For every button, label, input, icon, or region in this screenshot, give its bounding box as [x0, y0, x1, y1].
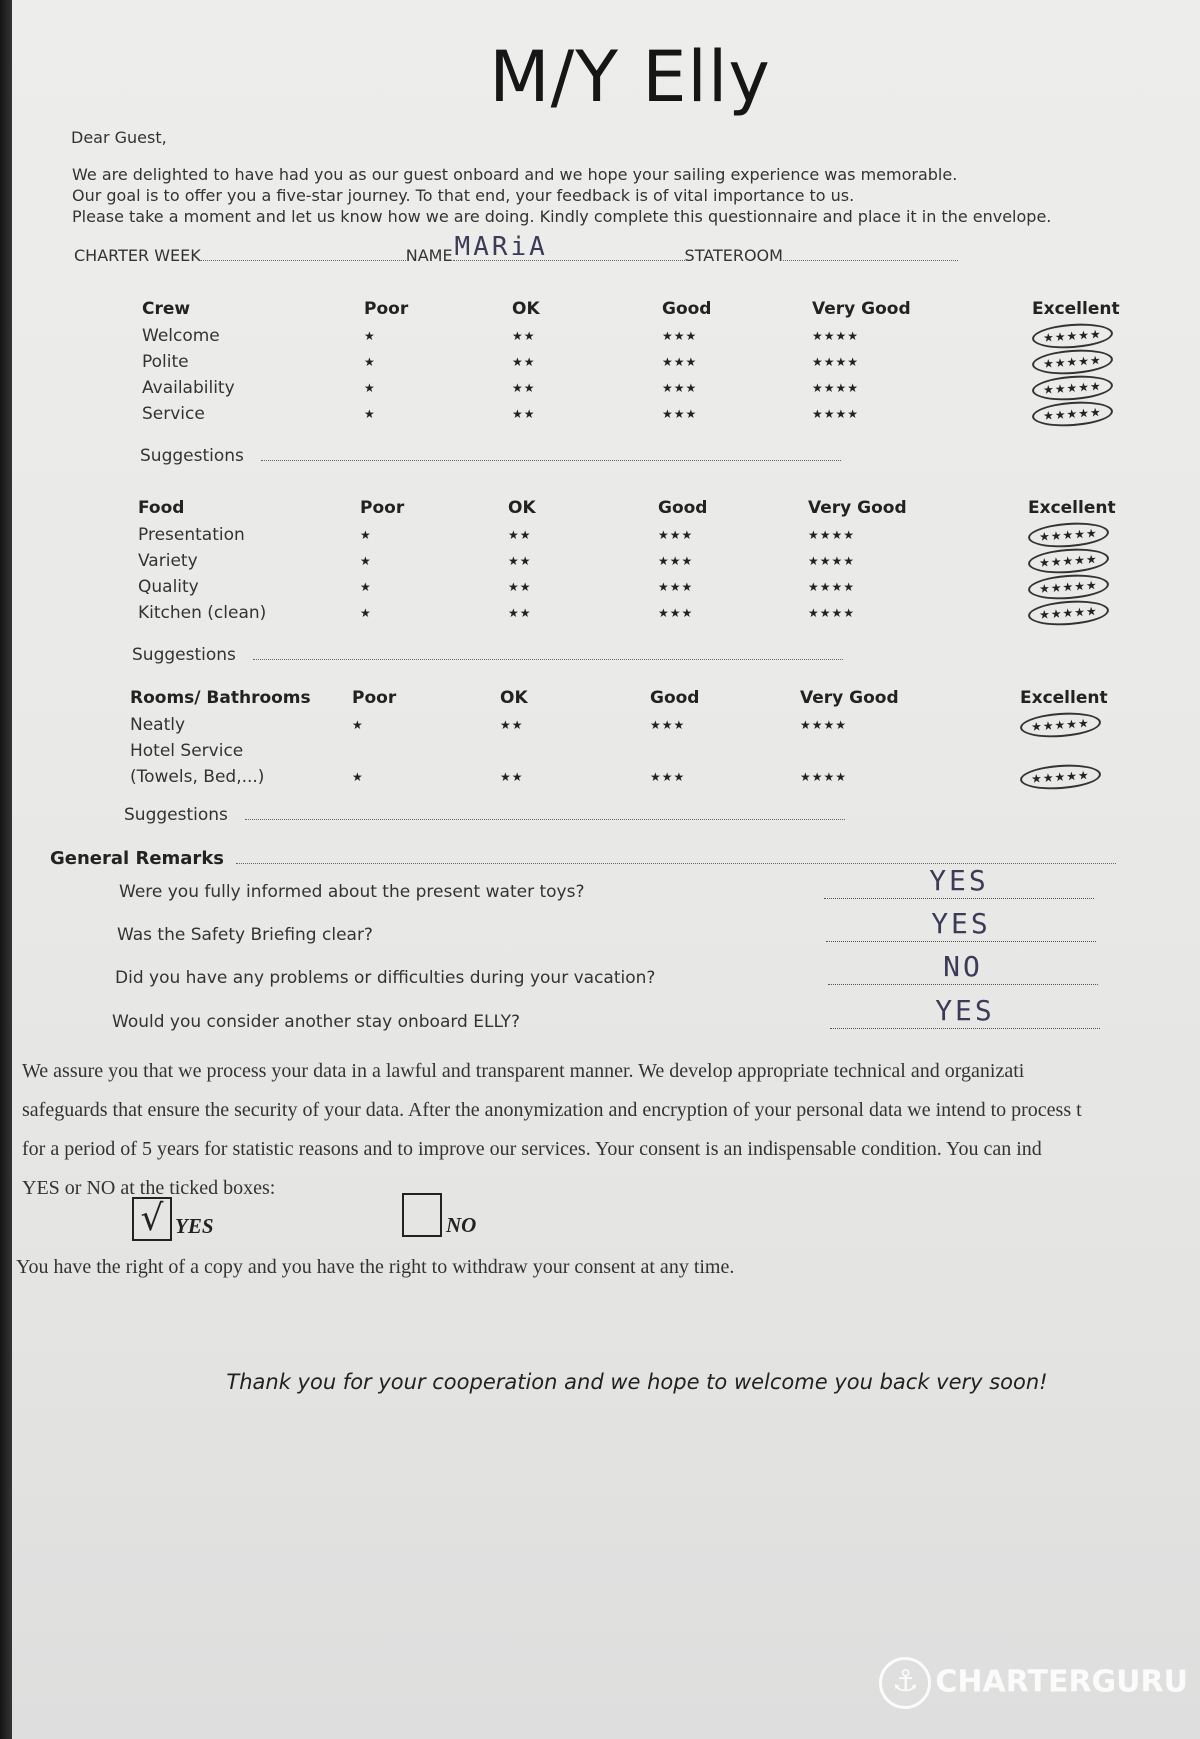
answer-value: YES: [929, 864, 989, 897]
intro-line: Please take a moment and let us know how we are doing. Kindly complete this questionnaire and place it in the envelope.: [72, 207, 1052, 226]
intro-line: Our goal is to offer you a five-star journey. To that end, your feedback is of vital importance to us.: [72, 186, 855, 205]
suggestions-label: Suggestions: [132, 645, 236, 665]
rating-option[interactable]: ★★: [512, 355, 536, 369]
rating-row: [142, 401, 1142, 427]
column-excellent: Excellent: [1028, 498, 1116, 518]
rating-option[interactable]: ★: [360, 554, 372, 568]
rating-item-label: Kitchen (clean): [138, 603, 267, 623]
rating-row: [138, 600, 1138, 626]
watermark-text: CHARTERGURU: [935, 1664, 1188, 1700]
column-excellent: Excellent: [1020, 688, 1108, 708]
rating-option[interactable]: ★★★★: [800, 770, 848, 784]
rating-item-label: Quality: [138, 577, 199, 597]
rating-option[interactable]: ★: [352, 770, 364, 784]
rating-option-selected[interactable]: ★★★★★: [1031, 321, 1113, 351]
guest-info-row: [74, 232, 958, 265]
rights-text: You have the right of a copy and you have the right to withdraw your consent at any time.: [16, 1256, 735, 1278]
column-good: Good: [650, 688, 700, 708]
stateroom-label: STATEROOM: [684, 246, 783, 265]
general-remarks-field[interactable]: [236, 849, 1116, 864]
rating-option[interactable]: ★★★★: [812, 329, 860, 343]
data-consent-text: [22, 1052, 1200, 1208]
rating-option[interactable]: ★★★★: [812, 407, 860, 421]
rating-row: [138, 522, 1138, 548]
rating-item-label: Neatly: [130, 715, 186, 735]
rating-option[interactable]: ★★: [508, 554, 532, 568]
rating-option[interactable]: ★★: [508, 528, 532, 542]
rating-item-label: (Towels, Bed,...): [130, 767, 265, 787]
column-poor: Poor: [360, 498, 405, 518]
rating-option-selected[interactable]: ★★★★★: [1031, 399, 1113, 429]
rating-option[interactable]: ★★★★: [808, 580, 856, 594]
rating-option[interactable]: ★: [364, 407, 376, 421]
rating-option[interactable]: ★★: [500, 770, 524, 784]
rating-row: [130, 764, 1130, 790]
answer-field[interactable]: [830, 994, 1100, 1029]
rating-row: [142, 323, 1142, 349]
rating-option[interactable]: ★★★★: [808, 528, 856, 542]
rating-option[interactable]: ★: [352, 718, 364, 732]
column-very-good: Very Good: [800, 688, 899, 708]
column-good: Good: [662, 299, 712, 319]
rating-option[interactable]: ★★★: [658, 606, 694, 620]
consent-line: We assure you that we process your data in a lawful and transparent manner. We develop appropriate technical and organizati: [22, 1060, 1025, 1082]
rating-option[interactable]: ★★★★: [812, 381, 860, 395]
question-text: Were you fully informed about the present water toys?: [119, 882, 585, 902]
feedback-form-sheet: [12, 0, 1200, 1739]
rating-row: [142, 349, 1142, 375]
rating-option-selected[interactable]: ★★★★★: [1027, 572, 1109, 602]
rating-option-selected[interactable]: ★★★★★: [1019, 762, 1101, 792]
rating-option[interactable]: ★★★: [662, 381, 698, 395]
rating-option[interactable]: ★★★: [662, 407, 698, 421]
consent-line: for a period of 5 years for statistic reasons and to improve our services. Your consent is an indispensable condition. You can ind: [22, 1138, 1042, 1160]
rooms-rating-table: [130, 684, 1130, 790]
column-very-good: Very Good: [808, 498, 907, 518]
answer-value: YES: [935, 994, 995, 1027]
closing-message: Thank you for your cooperation and we hope to welcome you back very soon!: [226, 1370, 1048, 1394]
crew-rating-table: [142, 295, 1142, 427]
rating-option[interactable]: ★★★: [650, 718, 686, 732]
suggestions-label: Suggestions: [140, 446, 244, 466]
rating-option[interactable]: ★: [360, 606, 372, 620]
question-text: Was the Safety Briefing clear?: [117, 925, 373, 945]
greeting: Dear Guest,: [71, 128, 167, 147]
consent-yes-label: YES: [175, 1214, 214, 1238]
answer-value: YES: [931, 907, 991, 940]
rating-row: [130, 712, 1130, 738]
question-text: Would you consider another stay onboard ELLY?: [112, 1012, 521, 1032]
stateroom-field[interactable]: [783, 246, 958, 261]
rating-item-label: Polite: [142, 352, 189, 372]
intro-text: [72, 164, 1051, 227]
section-heading: Rooms/ Bathrooms: [130, 688, 311, 708]
rating-item-label: Service: [142, 404, 205, 424]
column-excellent: Excellent: [1032, 299, 1120, 319]
name-value: MARiA: [454, 232, 548, 262]
rating-option[interactable]: ★★: [512, 407, 536, 421]
rating-item-label: Availability: [142, 378, 235, 398]
rating-option[interactable]: ★★★: [650, 770, 686, 784]
rating-option[interactable]: ★★: [512, 381, 536, 395]
suggestions-field[interactable]: [245, 805, 845, 820]
rating-option-selected[interactable]: ★★★★★: [1027, 598, 1109, 628]
rating-option-selected[interactable]: ★★★★★: [1027, 546, 1109, 576]
food-suggestions: [132, 645, 843, 665]
rating-option-selected[interactable]: ★★★★★: [1031, 373, 1113, 403]
suggestions-field[interactable]: [253, 645, 843, 660]
rating-option[interactable]: ★★: [512, 329, 536, 343]
column-ok: OK: [508, 498, 536, 518]
rooms-suggestions: [124, 805, 845, 825]
rating-option[interactable]: ★★★: [662, 329, 698, 343]
column-good: Good: [658, 498, 708, 518]
rating-row: [138, 574, 1138, 600]
answer-field[interactable]: [828, 950, 1098, 985]
charter-week-label: CHARTER WEEK: [74, 246, 201, 265]
column-poor: Poor: [352, 688, 397, 708]
rating-option[interactable]: ★★★: [658, 528, 694, 542]
suggestions-field[interactable]: [261, 446, 841, 461]
rating-option-selected[interactable]: ★★★★★: [1027, 520, 1109, 550]
rating-option[interactable]: ★: [364, 329, 376, 343]
suggestions-label: Suggestions: [124, 805, 228, 825]
section-heading: Food: [138, 498, 185, 518]
rating-item-label: Presentation: [138, 525, 245, 545]
rating-option[interactable]: ★★: [508, 606, 532, 620]
name-field[interactable]: [453, 232, 685, 262]
intro-line: We are delighted to have had you as our guest onboard and we hope your sailing experience was memorable.: [72, 165, 958, 184]
anchor-icon: ⚓: [879, 1657, 931, 1709]
column-poor: Poor: [364, 299, 409, 319]
rating-option[interactable]: ★★★: [662, 355, 698, 369]
rating-option[interactable]: ★★: [508, 580, 532, 594]
food-rating-table: [138, 494, 1138, 626]
rating-row: [142, 375, 1142, 401]
rating-item-label: Variety: [138, 551, 198, 571]
rating-option[interactable]: ★★★★: [812, 355, 860, 369]
answer-field[interactable]: [824, 864, 1094, 899]
rating-option-selected[interactable]: ★★★★★: [1031, 347, 1113, 377]
crew-suggestions: [140, 446, 841, 466]
answer-field[interactable]: [826, 907, 1096, 942]
consent-no-label: NO: [446, 1213, 477, 1237]
consent-line: safeguards that ensure the security of your data. After the anonymization and encryption of your personal data we intend to process t: [22, 1099, 1082, 1121]
rating-option[interactable]: ★: [364, 355, 376, 369]
answer-value: NO: [943, 950, 983, 983]
column-very-good: Very Good: [812, 299, 911, 319]
rating-option[interactable]: ★★★★: [800, 718, 848, 732]
rating-option[interactable]: ★: [364, 381, 376, 395]
rating-item-label: Welcome: [142, 326, 220, 346]
charterguru-watermark: [879, 1657, 1188, 1709]
rating-item-label: Hotel Service: [130, 741, 244, 761]
rating-row: [130, 738, 1130, 764]
consent-no-checkbox[interactable]: [402, 1193, 442, 1237]
rating-option[interactable]: ★★: [500, 718, 524, 732]
rating-option[interactable]: ★: [360, 580, 372, 594]
rating-option[interactable]: ★: [360, 528, 372, 542]
column-ok: OK: [512, 299, 540, 319]
name-label: NAME: [405, 246, 453, 265]
rating-option[interactable]: ★★★: [658, 554, 694, 568]
rating-option[interactable]: ★★★★: [808, 554, 856, 568]
consent-yes-checkbox[interactable]: √: [132, 1197, 172, 1241]
rating-option[interactable]: ★★★★: [808, 606, 856, 620]
question-text: Did you have any problems or difficulties during your vacation?: [115, 968, 656, 988]
page-title: M/Y Elly: [489, 36, 771, 118]
rating-row: [138, 548, 1138, 574]
rating-option-selected[interactable]: ★★★★★: [1019, 710, 1101, 740]
general-remarks-title: General Remarks: [50, 848, 224, 869]
consent-line: YES or NO at the ticked boxes:: [22, 1177, 276, 1199]
column-ok: OK: [500, 688, 528, 708]
section-heading: Crew: [142, 299, 191, 319]
rating-option[interactable]: ★★★: [658, 580, 694, 594]
charter-week-field[interactable]: [201, 246, 406, 261]
